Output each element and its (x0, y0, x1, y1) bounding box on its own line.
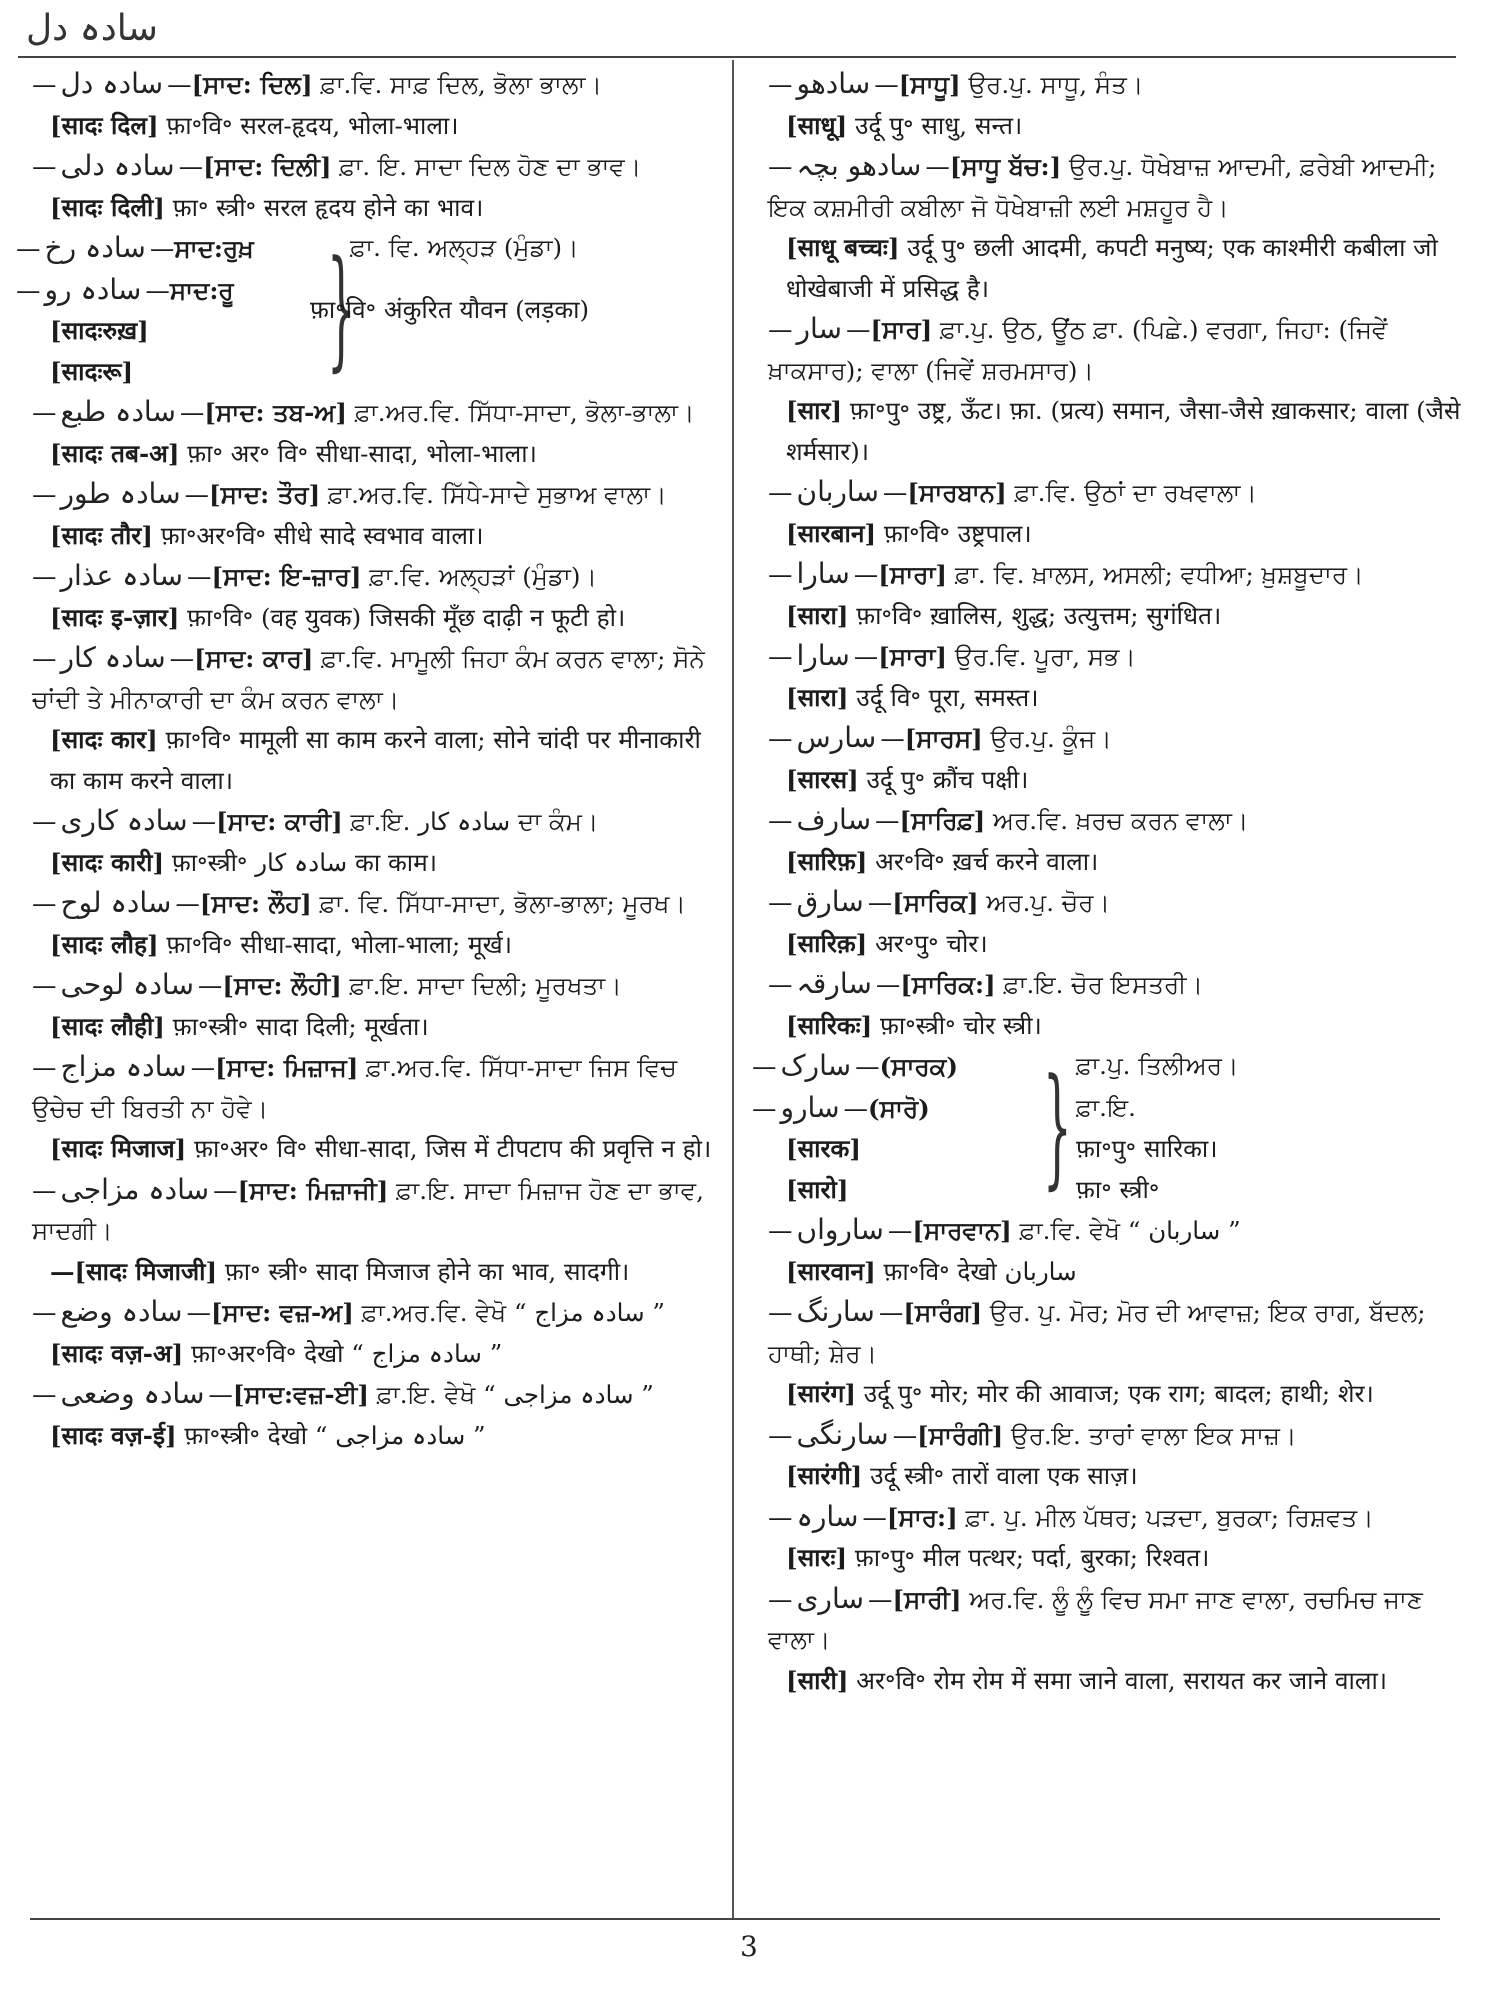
entry-dash: — (32, 70, 57, 99)
curly-brace: } (1042, 1050, 1072, 1202)
entry-dash: — (197, 971, 223, 1000)
entry-dash: — (843, 1093, 869, 1123)
entry-dash: — (186, 562, 212, 591)
headword: [ਸਾਰੰਗ] (903, 1298, 983, 1327)
punjabi-entry (10, 1170, 724, 1252)
hindi-entry (746, 1538, 1468, 1579)
headword: [सादः वज़-ई] (50, 1420, 177, 1450)
hindi-entry (746, 678, 1468, 719)
hindi-entry (10, 434, 724, 475)
headword: (ਸਾਰੋ) (868, 1093, 930, 1123)
entry-dash: — (752, 1052, 777, 1081)
grouped-entry-row (746, 1129, 1468, 1170)
definition: ਫ਼ਾ.ਅਰ.ਵਿ. ਸਿੱਧਾ-ਸਾਦਾ ਜਿਸ ਵਿਚ ਉਚੇਚ ਦੀ ਬਿਰਤੀ ਨਾ ਹੋਵੇ। (32, 1053, 677, 1123)
page-number: 3 (740, 1930, 758, 1963)
punjabi-entry (10, 64, 724, 106)
entry-dash: — (32, 971, 57, 1000)
urdu-headword: سارق (796, 885, 864, 918)
definition: फ़ा॰ स्त्री॰ (1076, 1174, 1160, 1204)
headword: [ਸਾਰ:] (886, 1502, 958, 1532)
headword: [ਸਾਦ: ਵਜ਼-ਅ] (210, 1298, 354, 1327)
definition: फ़ा॰वि॰ (वह युवक) जिसकी मूँछ दाढ़ी न फूटी हो। (187, 602, 626, 632)
headword: [ਸਾਰਬਾਨ] (907, 478, 1007, 507)
punjabi-entry (10, 801, 724, 843)
entry-dash: — (32, 1053, 57, 1082)
headword: [ਸਾਦ: ਮਿਜ਼ਾਜ] (215, 1053, 359, 1082)
definition: फ़ा॰वि॰ अंकुरित यौवन (लड़का) (310, 295, 590, 324)
entry-dash: — (32, 1175, 57, 1205)
entry-dash: — (925, 152, 950, 181)
entry-dash: — (768, 478, 793, 507)
grouped-entry-row (746, 1046, 1468, 1088)
punjabi-entry (746, 882, 1468, 924)
definition: फ़ा॰ स्त्री॰ सरल हृदय होने का भाव। (172, 192, 484, 222)
definition: ਫ਼ਾ.ਇ. (1076, 1092, 1136, 1122)
entry-dash: — (853, 642, 879, 671)
hindi-entry (10, 516, 724, 557)
entry-dash: — (32, 807, 57, 836)
hindi-entry (746, 106, 1468, 147)
entry-dash: — (175, 889, 200, 918)
entry-dash: — (768, 1502, 793, 1532)
hindi-entry (10, 598, 724, 639)
hindi-entry (10, 1252, 724, 1293)
definition: ਫ਼ਾ.ਅਰ.ਵਿ. ਸਿੱਧਾ-ਸਾਦਾ, ਭੋਲਾ-ਭਾਲਾ। (354, 398, 695, 427)
definition: फ़ा॰वि॰ उष्ट्रपाल। (883, 518, 1032, 548)
entry-dash: — (32, 398, 57, 427)
headword: [ਸਾਰਿਫ਼] (899, 806, 986, 835)
urdu-headword: سارہ (796, 1499, 859, 1533)
running-header-word: سادہ دل (26, 8, 158, 49)
hindi-entry (746, 514, 1468, 555)
urdu-headword: سادہ دل (60, 67, 164, 100)
entry-dash: — (875, 806, 900, 835)
definition: ਫ਼ਾ.ਇ. ਚੋਰ ਇਸਤਰੀ। (1003, 970, 1204, 999)
entry-dash: — (213, 1175, 238, 1205)
punjabi-entry (746, 64, 1468, 106)
urdu-headword: سارقہ (796, 967, 872, 1000)
definition: उर्दू पु॰ साधु, सन्त। (854, 110, 1023, 140)
headword: [सादः दिली] (50, 192, 165, 222)
definition: ਅਰ.ਪੁ. ਚੋਰ। (986, 888, 1110, 917)
definition: ਫ਼ਾ.ਅਰ.ਵਿ. ਸਿੱਧੇ-ਸਾਦੇ ਸੁਭਾਅ ਵਾਲਾ। (328, 480, 667, 509)
entry-dash: — (32, 889, 57, 918)
headword: [सारा] (786, 682, 849, 712)
entry-dash: — (768, 970, 793, 999)
entry-dash: — (191, 807, 217, 836)
punjabi-entry (746, 554, 1468, 596)
hindi-entry (746, 760, 1468, 801)
entry-dash: — (32, 1380, 57, 1409)
headword: [सादः लौह] (50, 929, 159, 959)
punjabi-entry (10, 1047, 724, 1129)
entry-dash: — (768, 642, 793, 671)
entry-dash: — (887, 1216, 913, 1245)
definition: ਫ਼ਾ.ਇ. ਵੇਖੋ “ سادہ مزاجی ” (376, 1380, 654, 1409)
headword: [सारिक़] (786, 928, 868, 958)
punjabi-entry (746, 1579, 1468, 1661)
entry-dash: — (32, 1298, 57, 1327)
urdu-headword: سادہ لوحی (60, 968, 194, 1001)
punjabi-entry (10, 1374, 724, 1416)
urdu-headword: سادہ وضع (60, 1295, 183, 1328)
urdu-headword: سادہ رو (44, 272, 142, 306)
grouped-entry-row (746, 1170, 1468, 1211)
entry-dash: — (862, 1502, 887, 1532)
hindi-entry (10, 843, 724, 884)
headword: —[सादः मिजाजी] (50, 1256, 218, 1286)
grouped-entry-row (10, 352, 724, 393)
punjabi-entry (746, 636, 1468, 678)
headword: [ਸਾਰਿਕ:] (900, 970, 996, 999)
headword: [सारः] (786, 1543, 848, 1572)
hindi-entry (746, 842, 1468, 883)
entry-dash: — (768, 806, 793, 835)
headword: [ਸਾਰੰਗੀ] (917, 1420, 1004, 1450)
entry-dash: — (752, 1093, 777, 1123)
entry-dash: — (167, 70, 192, 99)
entry-dash: — (32, 152, 57, 181)
definition: फ़ा॰अर॰वि॰ देखो “ سادہ مزاج ” (191, 1338, 503, 1368)
punjabi-entry (746, 146, 1468, 228)
headword: [ਸਾਦ: ਦਿਲ] (191, 70, 313, 99)
headword: [ਸਾਰਿਕ] (892, 888, 979, 917)
entry-dash: — (875, 970, 901, 999)
hindi-entry (10, 925, 724, 966)
entry-dash: — (874, 70, 899, 99)
headword: [ਸਾਰੀ] (892, 1584, 962, 1614)
definition: उर्दू पु॰ मोर; मोर की आवाज; एक राग; बादल; हाथी; शेर। (863, 1379, 1374, 1408)
definition: ਉਰ.ਪੁ. ਕੂੰਜ। (990, 724, 1112, 753)
headword: [सार] (786, 396, 843, 425)
headword: [सादः कार] (50, 725, 158, 754)
headword: [सारंग] (786, 1379, 856, 1408)
headword: [ਸਾਦ: ਇ-ਜ਼ਾਰ] (211, 562, 362, 591)
headword: [सादः कारी] (50, 847, 165, 877)
headword: [सादः तौर] (50, 520, 153, 550)
definition: ਅਰ.ਵਿ. ਲੂੰ ਲੂੰ ਵਿਚ ਸਮਾ ਜਾਣ ਵਾਲਾ, ਰਚਮਿਚ ਜਾਣ ਵਾਲਾ। (768, 1584, 1423, 1654)
headword: [सादः इ-ज़ार] (50, 602, 180, 632)
urdu-headword: ساربان (796, 475, 879, 508)
urdu-headword: سارا (796, 557, 850, 590)
hindi-entry (746, 596, 1468, 637)
urdu-headword: سادہ طور (60, 477, 181, 510)
headword: [ਸਾਦ:ਵਜ਼-ਈ] (232, 1380, 369, 1409)
definition: अर॰पु॰ चोर। (875, 928, 988, 958)
footer-rule (30, 1918, 1440, 1920)
punjabi-entry (746, 1497, 1468, 1539)
definition: ਅਰ.ਵਿ. ਖ਼ਰਚ ਕਰਨ ਵਾਲਾ। (993, 806, 1249, 835)
definition: ਫ਼ਾ. ਇ. ਸਾਦਾ ਦਿਲ ਹੋਣ ਦਾ ਭਾਵ। (339, 152, 642, 181)
definition: अर॰वि॰ ख़र्च करने वाला। (875, 846, 1099, 876)
entry-dash: — (32, 644, 57, 673)
curly-brace: } (326, 232, 356, 384)
definition: फ़ा॰ स्त्री॰ सादा मिजाज होने का भाव, सादगी। (224, 1256, 630, 1286)
hindi-entry (746, 228, 1468, 309)
punjabi-entry (746, 718, 1468, 760)
definition: ਉਰ. ਪੁ. ਮੋਰ; ਮੋਰ ਦੀ ਆਵਾਜ਼; ਇਕ ਰਾਗ, ਬੱਦਲ; ਹਾਥੀ; ਸ਼ੇਰ। (768, 1298, 1426, 1368)
urdu-headword: سارواں (796, 1213, 884, 1246)
urdu-headword: سارنگی (796, 1417, 889, 1451)
urdu-headword: سادہ کار (60, 641, 166, 674)
entry-dash: — (768, 1420, 793, 1450)
headword: [सादः वज़-अ] (50, 1338, 184, 1368)
headword: [सारबान] (786, 518, 877, 548)
definition: फ़ा॰स्त्री॰ سادہ کار का काम। (171, 847, 438, 877)
urdu-headword: سادہ عذار (60, 559, 183, 592)
hindi-entry (746, 1006, 1468, 1047)
headword: [सादः तब-अ] (50, 438, 180, 468)
entry-dash: — (184, 480, 210, 509)
right-column (746, 64, 1468, 1701)
entry-dash: — (882, 478, 908, 507)
definition: ਫ਼ਾ.ਵਿ. ਮਾਮੂਲੀ ਜਿਹਾ ਕੰਮ ਕਰਨ ਵਾਲਾ; ਸੋਨੇ ਚਾਂਦੀ ਤੇ ਮੀਨਾਕਾਰੀ ਦਾ ਕੰਮ ਕਰਨ ਵਾਲਾ। (32, 644, 705, 714)
definition: फ़ा॰स्त्री॰ सादा दिली; मूर्खता। (172, 1011, 429, 1041)
urdu-headword: سادہ وضعی (60, 1377, 205, 1410)
punjabi-entry (746, 1415, 1468, 1457)
headword: [ਸਾਰਾ] (878, 642, 948, 671)
left-column (10, 64, 724, 1456)
grouped-entry-row (746, 1088, 1468, 1130)
definition: अर॰वि॰ रोम रोम में समा जाने वाला, सरायत कर जाने वाला। (856, 1665, 1388, 1695)
entry-dash: — (880, 724, 905, 753)
headword: [सारो] (786, 1174, 849, 1204)
headword: [ਸਾਧੂ] (898, 70, 961, 99)
headword: [ਸਾਰ] (870, 315, 933, 344)
headword: [ਸਾਦ: ਤਬ-ਅ] (204, 398, 347, 427)
headword: [सादःरुख़] (50, 316, 149, 345)
definition: उर्दू वि॰ पूरा, समस्त। (856, 682, 1039, 712)
entry-dash: — (855, 1052, 880, 1081)
headword: [सादः लौही] (50, 1011, 165, 1041)
entry-dash: — (892, 1420, 918, 1450)
headword: [ਸਾਦ: ਕਾਰ] (194, 644, 314, 673)
headword: [ਸਾਰਵਾਨ] (912, 1216, 1012, 1245)
headword: [सारंगी] (786, 1461, 863, 1490)
headword: [साधू बच्चः] (786, 233, 900, 262)
definition: फ़ा॰वि॰ ख़ालिस, शुद्ध; उत्युत्तम; सुगंधित। (856, 600, 1222, 630)
entry-dash: — (178, 152, 204, 181)
headword: ਸਾਦ:ਰੂ (169, 275, 234, 305)
definition: ਉਰ.ਇ. ਤਾਰਾਂ ਵਾਲਾ ਇਕ ਸਾਜ਼। (1011, 1420, 1297, 1450)
headword: [ਸਾਦ: ਕਾਰੀ] (216, 807, 343, 836)
headword: [सारिकः] (786, 1010, 873, 1040)
definition: फ़ा॰वि॰ सीधा-सादा, भोला-भाला; मूर्ख। (166, 929, 512, 959)
definition: ਫ਼ਾ.ਇ. سادہ کار ਦਾ ਕੰਮ। (350, 807, 599, 836)
definition: उर्दू स्त्री॰ तारों वाला एक साज़। (870, 1461, 1138, 1490)
headword: [ਸਾਦ: ਤੌਰ] (209, 480, 321, 509)
definition: फ़ा॰अर॰ वि॰ सीधा-सादा, जिस में टीपटाप की प्रवृत्ति न हो। (194, 1134, 712, 1163)
urdu-headword: سارا (796, 639, 850, 672)
urdu-headword: سارنگ (796, 1295, 875, 1328)
punjabi-entry (10, 146, 724, 188)
headword: (ਸਾਰਕ) (879, 1052, 958, 1081)
definition: ਫ਼ਾ. ਵਿ. ਖ਼ਾਲਸ, ਅਸਲੀ; ਵਧੀਆ; ਖ਼ੁਸ਼ਬੂਦਾਰ। (954, 560, 1364, 589)
entry-dash: — (768, 888, 793, 917)
entry-dash: — (16, 234, 41, 263)
entry-dash: — (768, 1584, 793, 1614)
hindi-entry (746, 1374, 1468, 1415)
headword: [सारक] (786, 1134, 861, 1163)
punjabi-entry (10, 474, 724, 516)
definition: उर्दू पु॰ छली आदमी, कपटी मनुष्य; एक काश्मीरी कबीला जो धोखेबाजी में प्रसिद्ध है। (786, 233, 1438, 303)
headword: ਸਾਦ:ਰੁਖ਼ (174, 234, 254, 263)
entry-dash: — (149, 234, 175, 263)
headword: [सारिफ़] (786, 846, 868, 876)
definition: ਫ਼ਾ.ਇ. ਸਾਦਾ ਮਿਜ਼ਾਜ ਹੋਣ ਦਾ ਭਾਵ, ਸਾਦਗੀ। (32, 1175, 704, 1245)
hindi-entry (10, 1334, 724, 1375)
headword: [ਸਾਰਸ] (904, 724, 983, 753)
punjabi-entry (10, 1292, 724, 1334)
punjabi-entry (10, 965, 724, 1007)
headword: [ਸਾਧੂ ਬੱਚ:] (949, 152, 1062, 181)
entry-dash: — (186, 1298, 211, 1327)
definition: ਫ਼ਾ. ਵਿ. ਅਲ੍ਹੜ (ਮੁੰਡਾ)। (350, 233, 579, 262)
entry-dash: — (768, 315, 793, 344)
punjabi-entry (746, 964, 1468, 1006)
definition: फ़ा॰पु॰ उष्ट्र, ऊँट। फ़ा. (प्रत्य) समान, जैसा-जैसे ख़ाकसार; वाला (जैसे शर्मसार)। (786, 396, 1461, 466)
entry-dash: — (846, 315, 871, 344)
hindi-entry (746, 391, 1468, 472)
hindi-entry (746, 924, 1468, 965)
hindi-entry (746, 1456, 1468, 1497)
urdu-headword: سار (796, 312, 843, 345)
hindi-entry (746, 1252, 1468, 1293)
hindi-entry (10, 720, 724, 801)
definition: फ़ा॰वि॰ मामूली सा काम करने वाला; सोने चांदी पर मीनाकारी का काम करने वाला। (50, 725, 701, 795)
urdu-headword: ساری (796, 1581, 864, 1615)
urdu-headword: سادہ کاری (60, 804, 188, 837)
definition: ਫ਼ਾ.ਪੁ. ਤਿਲੀਅਰ। (1076, 1051, 1239, 1080)
definition: फ़ा॰अर॰वि॰ सीधे सादे स्वभाव वाला। (160, 520, 484, 550)
punjabi-entry (746, 472, 1468, 514)
entry-dash: — (878, 1298, 904, 1327)
entry-dash: — (853, 560, 879, 589)
definition: फ़ा॰पु॰ मील पत्थर; पर्दा, बुरका; रिश्वत। (854, 1543, 1210, 1572)
hindi-entry (746, 1661, 1468, 1702)
column-divider (732, 60, 734, 1918)
urdu-headword: سادہ لوح (60, 886, 172, 919)
punjabi-entry (10, 392, 724, 434)
definition: ਉਰ.ਪੁ. ਸਾਧੂ, ਸੰਤ। (968, 70, 1144, 99)
headword: [ਸਾਦ: ਲੌਹੀ] (222, 971, 342, 1000)
definition: ਫ਼ਾ. ਵਿ. ਸਿੱਧਾ-ਸਾਦਾ, ਭੋਲਾ-ਭਾਲਾ; ਮੂਰਖ। (319, 889, 686, 918)
entry-dash: — (208, 1380, 233, 1409)
definition: ਫ਼ਾ. ਪੁ. ਮੀਲ ਪੱਥਰ; ਪੜਦਾ, ਬੁਰਕਾ; ਰਿਸ਼ਵਤ। (965, 1502, 1374, 1532)
entry-dash: — (768, 560, 793, 589)
entry-dash: — (867, 888, 893, 917)
urdu-headword: سادہ رخ (44, 231, 146, 264)
entry-dash: — (768, 70, 793, 99)
definition: ਫ਼ਾ.ਵਿ. ਅਲ੍ਹੜਾਂ (ਮੁੰਡਾ)। (369, 562, 597, 591)
urdu-headword: سارک (780, 1049, 852, 1082)
headword: [ਸਾਰਾ] (878, 560, 948, 589)
headword: [सारी] (786, 1665, 849, 1695)
punjabi-entry (10, 638, 724, 720)
hindi-entry (10, 1129, 724, 1170)
urdu-headword: سارو (780, 1090, 840, 1124)
headword: [सादः दिल] (50, 110, 159, 140)
definition: उर्दू पु॰ क्रौंच पक्षी। (866, 764, 1029, 794)
headword: [ਸਾਦ: ਮਿਜ਼ਾਜੀ] (237, 1175, 389, 1205)
definition: ਉਰ.ਵਿ. ਪੂਰਾ, ਸਭ। (954, 642, 1136, 671)
entry-dash: — (179, 398, 205, 427)
urdu-headword: سارس (796, 721, 877, 754)
definition: फ़ा॰वि॰ देखो ساربان (883, 1256, 1077, 1286)
hindi-entry (10, 188, 724, 229)
headword: [सादः मिजाज] (50, 1134, 187, 1163)
definition: ਫ਼ਾ.ਵਿ. ਸਾਫ਼ ਦਿਲ, ਭੋਲਾ ਭਾਲਾ। (320, 70, 602, 99)
headword: [सारवान] (786, 1256, 876, 1286)
definition: ਫ਼ਾ.ਪੁ. ਉਠ, ਊਂਠ ਫ਼ਾ. (ਪਿਛੇ.) ਵਰਗਾ, ਜਿਹਾ: (ਜਿਵੇਂ ਖ਼ਾਕਸਾਰ); ਵਾਲਾ (ਜਿਵੇਂ ਸ਼ਰਮਸਾਰ)। (768, 315, 1388, 385)
entry-dash: — (768, 1216, 793, 1245)
urdu-headword: سادھو بچہ (796, 149, 922, 182)
definition: ਫ਼ਾ.ਵਿ. ਉਠਾਂ ਦਾ ਰਖਵਾਲਾ। (1014, 478, 1257, 507)
hindi-entry (10, 106, 724, 147)
urdu-headword: سادہ مزاجی (60, 1172, 210, 1206)
definition: ਫ਼ਾ.ਅਰ.ਵਿ. ਵੇਖੋ “ سادہ مزاج ” (361, 1298, 665, 1327)
headword: [ਸਾਦ: ਦਿਲੀ] (203, 152, 332, 181)
entry-dash: — (768, 724, 793, 753)
hindi-entry (10, 1416, 724, 1457)
entry-dash: — (145, 275, 170, 305)
entry-dash: — (32, 480, 57, 509)
header-rule (18, 56, 1456, 58)
punjabi-entry (746, 1210, 1468, 1252)
urdu-headword: سادہ دلی (60, 149, 175, 182)
urdu-headword: سادہ طبع (60, 395, 176, 428)
definition: फ़ा॰वि॰ सरल-हृदय, भोला-भाला। (166, 110, 459, 140)
definition: ਉਰ.ਪੁ. ਧੋਖੇਬਾਜ਼ ਆਦਮੀ, ਫ਼ਰੇਬੀ ਆਦਮੀ; ਇਕ ਕਸ਼ਮੀਰੀ ਕਬੀਲਾ ਜੋ ਧੋਖੇਬਾਜ਼ੀ ਲਈ ਮਸ਼ਹੂਰ ਹੈ। (768, 152, 1437, 222)
punjabi-entry (10, 556, 724, 598)
definition: फ़ा॰ अर॰ वि॰ सीधा-सादा, भोला-भाला। (187, 438, 537, 468)
punjabi-entry (10, 883, 724, 925)
entry-dash: — (32, 562, 57, 591)
entry-dash: — (768, 152, 793, 181)
entry-dash: — (16, 275, 41, 305)
grouped-entry (746, 1046, 1468, 1210)
entry-dash: — (169, 644, 195, 673)
punjabi-entry (746, 1292, 1468, 1374)
headword: [सारा] (786, 600, 849, 630)
definition: फ़ा॰पु॰ सारिका। (1076, 1134, 1218, 1163)
definition: फ़ा॰स्त्री॰ देखो “ سادہ مزاجی ” (184, 1420, 486, 1450)
entry-dash: — (768, 1298, 793, 1327)
hindi-entry (10, 1007, 724, 1048)
punjabi-entry (746, 309, 1468, 391)
headword: [ਸਾਦ: ਲੌਹ] (199, 889, 312, 918)
definition: ਫ਼ਾ.ਵਿ. ਵੇਖੋ “ ساربان ” (1019, 1216, 1241, 1245)
headword: [साधू] (786, 110, 848, 140)
definition: फ़ा॰स्त्री॰ चोर स्त्री। (880, 1010, 1042, 1040)
entry-dash: — (190, 1053, 216, 1082)
definition: ਫ਼ਾ.ਇ. ਸਾਦਾ ਦਿਲੀ; ਮੂਰਖਤਾ। (349, 971, 622, 1000)
urdu-headword: سارف (796, 803, 872, 836)
punjabi-entry (746, 800, 1468, 842)
urdu-headword: سادہ مزاج (60, 1050, 187, 1083)
headword: [सादःरू] (50, 356, 134, 386)
headword: [सारस] (786, 764, 859, 794)
urdu-headword: سادھو (796, 67, 871, 100)
grouped-entry (10, 228, 724, 392)
entry-dash: — (867, 1584, 893, 1614)
